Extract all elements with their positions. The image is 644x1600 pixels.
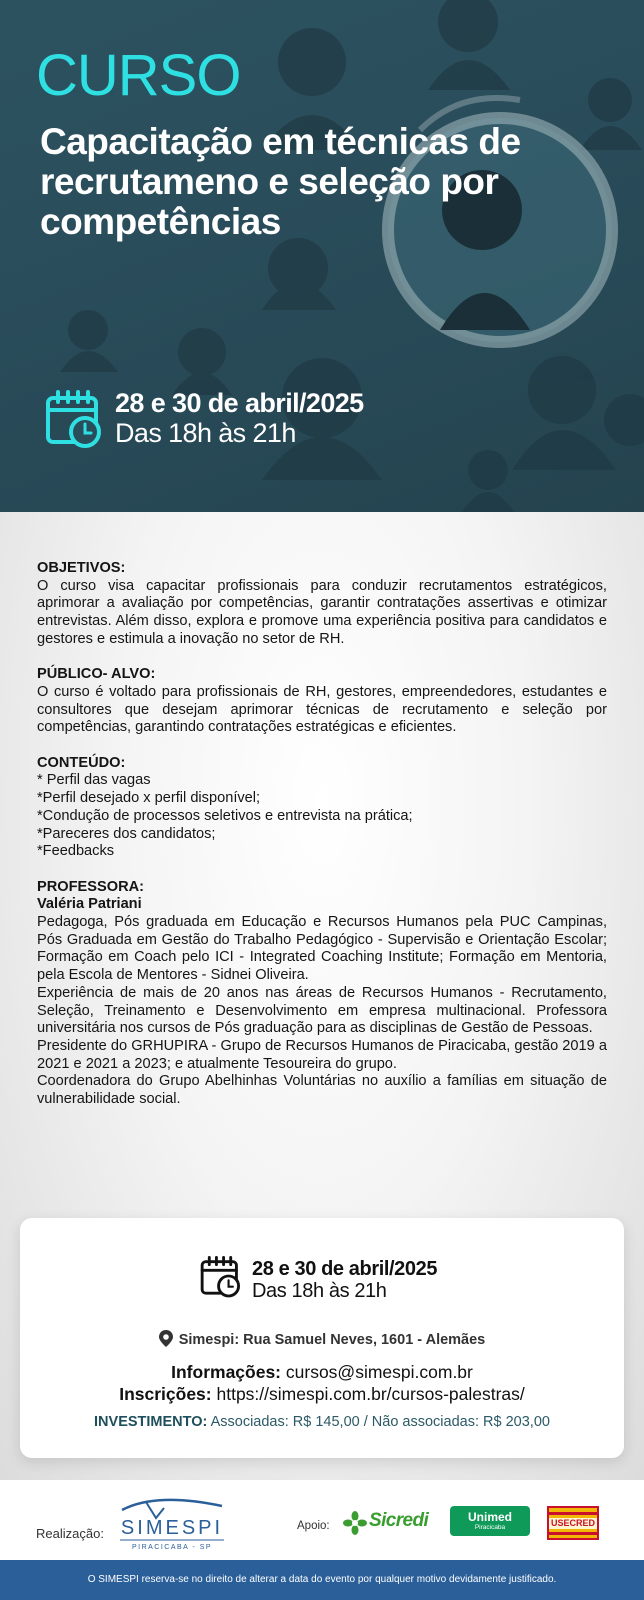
professora-bio: Coordenadora do Grupo Abelhinhas Voluntárias no auxílio a famílias em situação de vulnerabilidade social.	[37, 1073, 607, 1108]
section-conteudo	[37, 755, 607, 861]
info-line	[20, 1362, 624, 1383]
details-text	[37, 560, 607, 1126]
info-email-link[interactable]: cursos@simespi.com.br	[285, 1362, 473, 1382]
investment-line	[20, 1414, 624, 1430]
event-info-card	[20, 1218, 624, 1458]
realizacao-label: Realização:	[36, 1526, 104, 1541]
professora-bio: Presidente do GRHUPIRA - Grupo de Recursos Humanos de Piracicaba, gestão 2019 a 2021 e 2021 a 2023; e atualmente Tesoureira do grupo.	[37, 1037, 607, 1072]
unimed-logo	[450, 1506, 530, 1536]
info-label: Informações:	[171, 1362, 282, 1382]
invest-value: Associadas: R$ 145,00 / Não associadas: R$ 203,00	[210, 1414, 550, 1430]
unimed-sub: Piracicaba	[474, 1524, 506, 1531]
location-text: Simespi: Rua Samuel Neves, 1601 - Alemães	[178, 1332, 486, 1348]
hero-banner	[0, 0, 644, 512]
inscricoes-link[interactable]: https://simespi.com.br/cursos-palestras/	[216, 1384, 525, 1404]
calendar-clock-icon	[200, 1254, 240, 1298]
card-date: 28 e 30 de abril/2025	[252, 1258, 438, 1280]
usecred-logo	[547, 1506, 599, 1540]
event-location	[20, 1330, 624, 1348]
usecred-name: USECRED	[550, 1518, 595, 1528]
calendar-clock-icon	[45, 388, 101, 448]
card-time: Das 18h às 21h	[252, 1280, 387, 1302]
conteudo-heading: CONTEÚDO:	[37, 754, 126, 771]
professora-bio: Pedagoga, Pós graduada em Educação e Recursos Humanos pela PUC Campinas, Pós Graduada em Gestão do Trabalho Pedagógico - Supervisão e Orientação Escolar; Formação em Coach pelo ICI - Integrated Coaching Institute; Formação em Mentoria, pela Escola de Mentores - Sidnei Oliveira.	[37, 914, 607, 984]
objetivos-heading: OBJETIVOS:	[37, 560, 126, 576]
simespi-logo	[116, 1494, 228, 1552]
conteudo-list	[37, 772, 607, 861]
professora-bio: Experiência de mais de 20 anos nas áreas de Recursos Humanos - Recrutamento, Seleção, Treinamento e Desenvolvimento em empresa multinacional. Professora universitária nos cursos de Pós graduação para as disciplinas de Gestão de Pessoas.	[37, 984, 607, 1037]
professora-name: Valéria Patriani	[37, 896, 142, 913]
list-item: *Feedbacks	[37, 843, 115, 860]
hero-time: Das 18h às 21h	[115, 418, 296, 448]
course-details	[0, 512, 644, 1480]
disclaimer-bar: O SIMESPI reserva-se no direito de alterar a data do evento por qualquer motivo devidamente justificado.	[0, 1560, 644, 1600]
simespi-name: SIMESPI	[120, 1517, 224, 1539]
unimed-name: Unimed	[467, 1510, 512, 1524]
objetivos-text: O curso visa capacitar profissionais para conduzir recrutamentos estratégicos, aprimorar a avaliação por competências, garantir contratações assertivas e otimizar entrevistas. Além disso, explora e promove uma experiência positiva para candidatos e gestores e estimula a inovação no setor de RH.	[37, 577, 607, 647]
apoio-label: Apoio:	[297, 1520, 330, 1532]
simespi-sub: PIRACICABA - SP	[131, 1544, 213, 1551]
list-item: *Perfil desejado x perfil disponível;	[37, 790, 261, 807]
hero-date: 28 e 30 de abril/2025	[115, 388, 364, 418]
section-publico-alvo	[37, 666, 607, 737]
list-item: *Pareceres dos candidatos;	[37, 825, 216, 842]
list-item: * Perfil das vagas	[37, 772, 151, 789]
course-kicker: CURSO	[36, 43, 241, 108]
sicredi-flower-icon	[343, 1511, 367, 1535]
professora-heading: PROFESSORA:	[37, 878, 145, 895]
sicredi-logo	[343, 1508, 435, 1538]
invest-label: INVESTIMENTO:	[94, 1414, 208, 1430]
section-professora	[37, 879, 607, 1109]
course-title: Capacitação em técnicas de recrutameno e seleção por competências	[40, 121, 521, 242]
inscricoes-label: Inscrições:	[119, 1384, 212, 1404]
inscricoes-line	[20, 1384, 624, 1405]
section-objetivos	[37, 560, 607, 649]
publico-text: O curso é voltado para profissionais de RH, gestores, empreendedores, estudantes e consultores que desejam aprimorar técnicas de recrutamento e seleção por competências, garantindo contratações estratégicas e eficientes.	[37, 683, 607, 736]
location-pin-icon	[159, 1330, 173, 1347]
publico-heading: PÚBLICO- ALVO:	[37, 666, 156, 683]
list-item: *Condução de processos seletivos e entrevista na prática;	[37, 807, 413, 824]
sicredi-name: Sicredi	[369, 1510, 429, 1531]
